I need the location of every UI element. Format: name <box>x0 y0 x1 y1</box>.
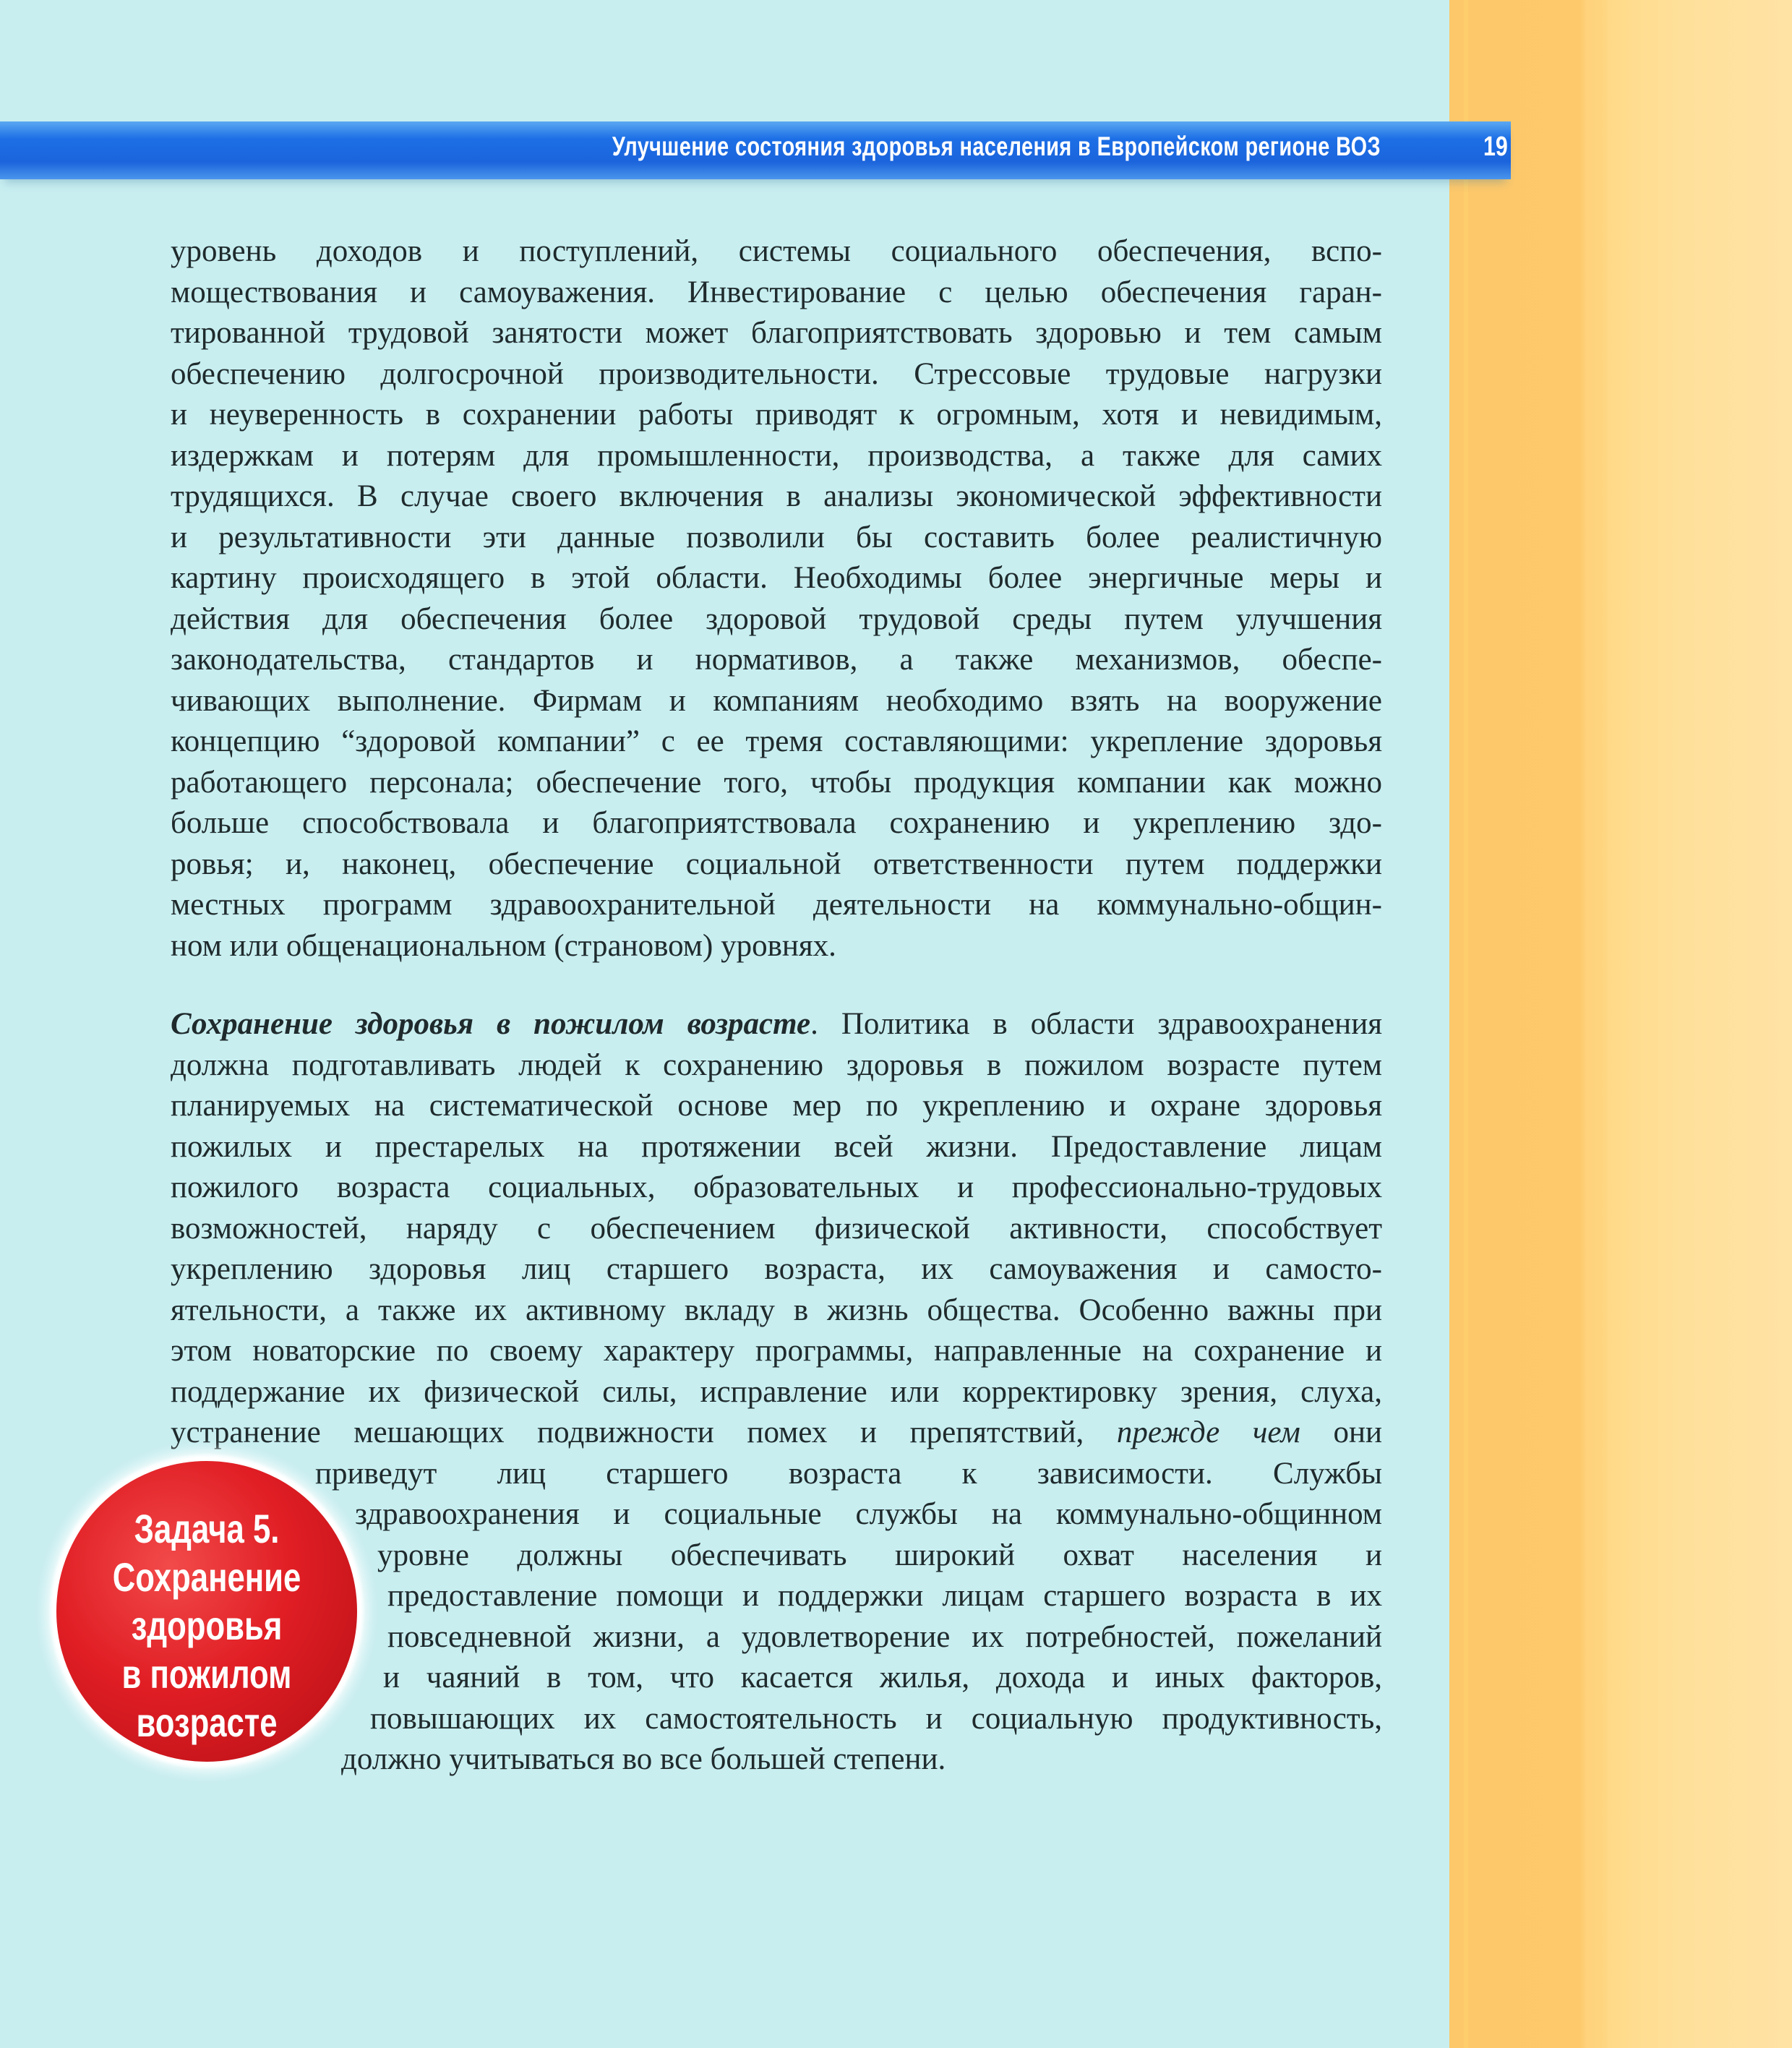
text-line: и неуверенность в сохранении работы приводят к огромным, хотя и невидимым, <box>171 398 1382 432</box>
text-line: повышающих их самостоятельность и социальную продуктивность, <box>370 1701 1382 1736</box>
text-line: приведут лиц старшего возраста к зависимости. Службы <box>315 1456 1382 1491</box>
text-line: тированной трудовой занятости может благоприятствовать здоровью и тем самым <box>171 316 1382 350</box>
badge-line: возрасте <box>136 1700 278 1745</box>
section-lead-title: Сохранение здоровья в пожилом возрасте <box>171 1007 811 1041</box>
text-line: издержкам и потерям для промышленности, производства, а также для самих <box>171 438 1382 473</box>
text-line: пожилого возраста социальных, образовательных и профессионально-трудовых <box>171 1170 1382 1204</box>
text-line: местных программ здравоохранительной деятельности на коммунально-общин- <box>171 888 1382 922</box>
text-line: планируемых на систематической основе мер по укреплению и охране здоровья <box>171 1089 1382 1123</box>
text-line: этом новаторские по своему характеру программы, направленные на сохранение и <box>171 1334 1382 1368</box>
lead-line-rest: . Политика в области здравоохранения <box>810 1007 1382 1041</box>
text-line: должно учитываться во все большей степени. <box>341 1742 946 1776</box>
text-line: возможностей, наряду с обеспечением физической активности, способствует <box>171 1211 1382 1246</box>
badge-line: Задача 5. <box>134 1506 280 1551</box>
text-line: действия для обеспечения более здоровой трудовой среды путем улучшения <box>171 601 1382 636</box>
text-line: и результативности эти данные позволили бы составить более реалистичную <box>171 520 1382 554</box>
text-line-with-italic <box>171 1413 1382 1454</box>
text-line: здравоохранения и социальные службы на коммунально-общинном <box>355 1497 1382 1531</box>
text-line: и чаяний в том, что касается жилья, дохода и иных факторов, <box>383 1661 1382 1694</box>
side-decorative-stripes <box>1449 0 1792 2048</box>
badge-line: здоровья <box>131 1603 283 1648</box>
text-line: уровне должны обеспечивать широкий охват населения и <box>377 1538 1382 1572</box>
text-line: трудящихся. В случае своего включения в анализы экономической эффективности <box>171 479 1382 513</box>
badge-text <box>56 1504 357 1747</box>
text-line: должна подготавливать людей к сохранению здоровья в пожилом возрасте путем <box>171 1047 1382 1082</box>
line-pre: устранение мешающих подвижности помех и препятствий, <box>171 1415 1084 1449</box>
running-header-title: Улучшение состояния здоровья населения в Европейском регионе ВОЗ <box>612 132 1381 161</box>
text-line: укреплению здоровья лиц старшего возраста, их самоуважения и самосто- <box>171 1252 1382 1286</box>
text-line: обеспечению долгосрочной производительности. Стрессовые трудовые нагрузки <box>171 356 1382 391</box>
text-line: моществования и самоуважения. Инвестирование с целью обеспечения гаран- <box>171 275 1382 309</box>
text-line: ном или общенациональном (страновом) уровнях. <box>171 928 836 963</box>
italic-phrase: прежде чем <box>1116 1415 1300 1449</box>
page-number: 19 <box>1483 132 1508 162</box>
text-line: картину происходящего в этой области. Необходимы более энергичные меры и <box>171 561 1382 595</box>
text-line: ровья; и, наконец, обеспечение социальной ответственности путем поддержки <box>171 847 1382 881</box>
badge-line: Сохранение <box>112 1554 301 1600</box>
text-line: уровень доходов и поступлений, системы социального обеспечения, вспо- <box>171 234 1382 268</box>
text-line-lead <box>171 1004 1382 1045</box>
text-line: поддержание их физической силы, исправление или корректировку зрения, слуха, <box>171 1374 1382 1409</box>
running-header <box>0 121 1511 179</box>
text-line: пожилых и престарелых на протяжении всей жизни. Предоставление лицам <box>171 1129 1382 1164</box>
text-line: работающего персонала; обеспечение того, чтобы продукция компании как можно <box>171 765 1382 800</box>
goal-5-badge <box>52 1457 361 1766</box>
text-line: повседневной жизни, а удовлетворение их потребностей, пожеланий <box>387 1619 1382 1654</box>
text-line: концепцию “здоровой компании” с ее тремя составляющими: укрепление здоровья <box>171 724 1382 758</box>
text-line: чивающих выполнение. Фирмам и компаниям необходимо взять на вооружение <box>171 683 1382 718</box>
text-line: больше способствовала и благоприятствовала сохранению и укреплению здо- <box>171 806 1382 840</box>
text-line: законодательства, стандартов и нормативов, а также механизмов, обеспе- <box>171 643 1382 677</box>
badge-line: в пожилом <box>121 1651 292 1697</box>
paragraph-work-environment <box>171 231 1382 967</box>
line-post: они <box>1333 1415 1383 1449</box>
text-line: предоставление помощи и поддержки лицам старшего возраста в их <box>387 1579 1382 1613</box>
text-line: ятельности, а также их активному вкладу в жизнь общества. Особенно важны при <box>171 1293 1382 1327</box>
